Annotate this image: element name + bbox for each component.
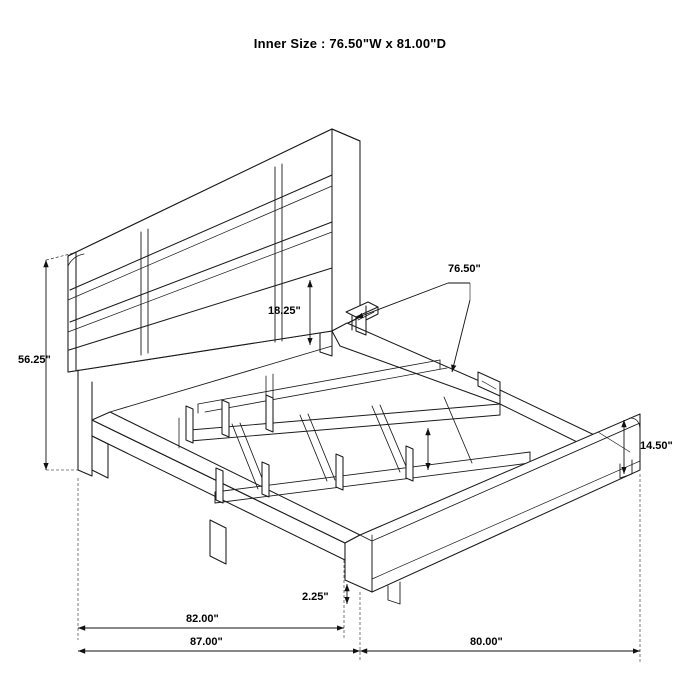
dimension-label-inner-length: 82.00": [186, 613, 219, 625]
dimension-label-overall-width: 80.00": [470, 636, 503, 648]
dimension-label-overall-length: 87.00": [190, 636, 223, 648]
page-title: Inner Size : 76.50"W x 81.00"D: [253, 36, 447, 51]
dimension-label-inner-width: 76.50": [448, 263, 481, 275]
dimension-label-overall-height: 56.25": [18, 354, 51, 366]
dimension-label-deck-height: 14.50": [640, 440, 673, 452]
dimension-label-footboard-clearance: 2.25": [302, 591, 329, 603]
dimension-label-headboard-clearance: 18.25": [268, 305, 301, 317]
